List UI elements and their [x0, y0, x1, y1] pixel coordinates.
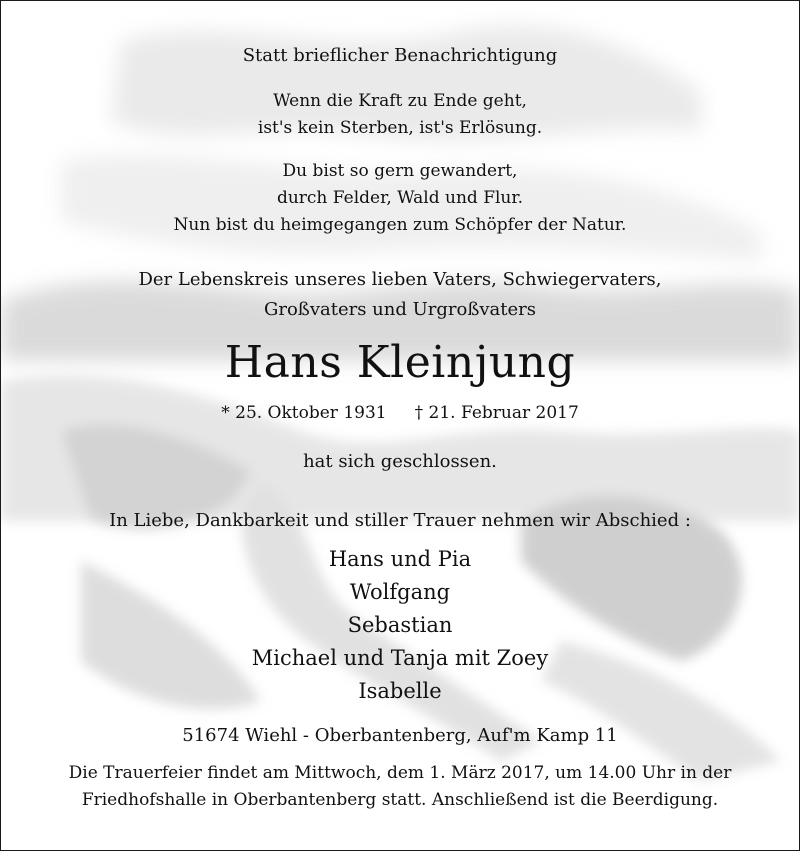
intro-line: Der Lebenskreis unseres lieben Vaters, Schwiegervaters, — [138, 269, 662, 290]
poem-line: Nun bist du heimgegangen zum Schöpfer der Natur. — [173, 215, 627, 235]
mourner-name: Michael und Tanja mit Zoey — [251, 646, 549, 670]
deceased-name: Hans Kleinjung — [224, 337, 576, 388]
death-date: † 21. Februar 2017 — [414, 403, 579, 423]
address-line: 51674 Wiehl - Oberbantenberg, Auf'm Kamp 11 — [182, 725, 618, 746]
header-line: Statt brieflicher Benachrichtigung — [242, 45, 558, 66]
mourner-name: Hans und Pia — [328, 547, 472, 571]
intro-line: Großvaters und Urgroßvaters — [263, 299, 536, 320]
service-line: Die Trauerfeier findet am Mittwoch, dem 1. März 2017, um 14.00 Uhr in der — [68, 763, 732, 783]
birth-date: * 25. Oktober 1931 — [221, 403, 387, 423]
service-line: Friedhofshalle in Oberbantenberg statt. Anschließend ist die Beerdigung. — [81, 790, 719, 810]
closing-line: hat sich geschlossen. — [303, 451, 497, 472]
poem-line: durch Felder, Wald und Flur. — [276, 188, 524, 208]
mourner-name: Isabelle — [358, 679, 442, 703]
poem-line: Du bist so gern gewandert, — [282, 161, 518, 181]
mourner-name: Sebastian — [347, 613, 453, 637]
life-dates — [1, 403, 799, 423]
poem-line: Wenn die Kraft zu Ende geht, — [273, 91, 527, 111]
poem-line: ist's kein Sterben, ist's Erlösung. — [257, 118, 543, 138]
farewell-line: In Liebe, Dankbarkeit und stiller Trauer nehmen wir Abschied : — [109, 510, 691, 531]
mourner-name: Wolfgang — [349, 580, 451, 604]
